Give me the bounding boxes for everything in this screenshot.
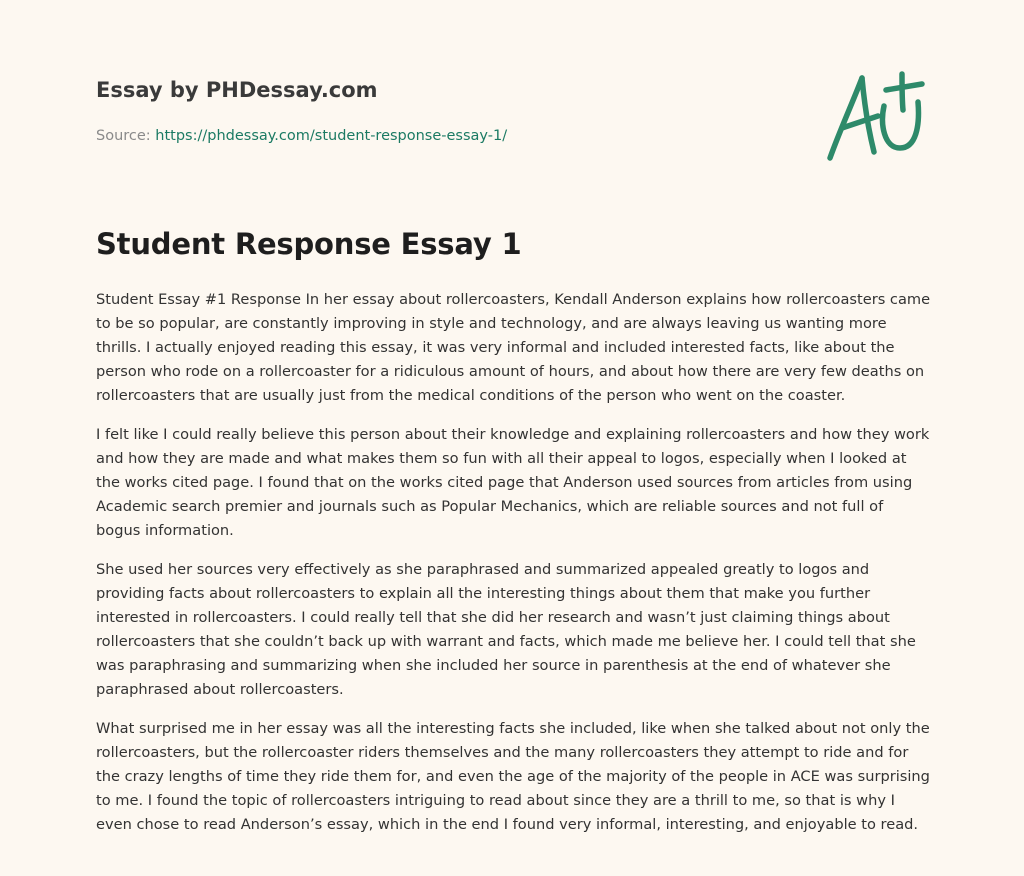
essay-paragraph-4: What surprised me in her essay was all the interesting facts she included, like when she talked about not only the rollercoasters, but the rollercoaster riders themselves and the many rollercoasters they attempt to ride and for the crazy lengths of time they ride them for, and even the age of the majority of the people in ACE was surprising to me. I found the topic of rollercoasters intriguing to read about since they are a thrill to me, so that is why I even chose to read Anderson’s essay, which in the end I found very informal, interesting, and enjoyable to read. bbox=[96, 720, 930, 833]
source-line bbox=[96, 125, 736, 147]
page-header bbox=[96, 74, 736, 147]
source-label: Source: bbox=[96, 128, 156, 144]
essay-paragraph-1: Student Essay #1 Response In her essay about rollercoasters, Kendall Anderson explains how rollercoasters came to be so popular, are constantly improving in style and technology, and are always leaving us wanting more thrills. I actually enjoyed reading this essay, it was very informal and included interested facts, like about the person who rode on a rollercoaster for a ridiculous amount of hours, and about how there are very few deaths on rollercoasters that are usually just from the medical conditions of the person who went on the coaster. bbox=[96, 291, 931, 404]
essay-article bbox=[96, 222, 932, 852]
article-title: Student Response Essay 1 bbox=[96, 227, 522, 261]
a-plus-grade-icon bbox=[822, 66, 934, 166]
essay-paragraph-2: I felt like I could really believe this person about their knowledge and explaining rollercoasters and how they work and how they are made and what makes them so fun with all their appeal to logos, especially when I looked at the works cited page. I found that on the works cited page that Anderson used sources from articles from using Academic search premier and journals such as Popular Mechanics, which are reliable sources and not full of bogus information. bbox=[96, 426, 930, 539]
essay-paragraph-3: She used her sources very effectively as she paraphrased and summarized appealed greatly to logos and providing facts about rollercoasters to explain all the interesting things about them that make you further interested in rollercoasters. I could really tell that she did her research and wasn’t just claiming things about rollercoasters that she couldn’t back up with warrant and facts, which made me believe her. I could tell that she was paraphrasing and summarizing when she included her source in parenthesis at the end of whatever she paraphrased about rollercoasters. bbox=[96, 561, 916, 698]
source-link[interactable]: https://phdessay.com/student-response-essay-1/ bbox=[155, 128, 508, 144]
site-title: Essay by PHDessay.com bbox=[96, 78, 378, 102]
